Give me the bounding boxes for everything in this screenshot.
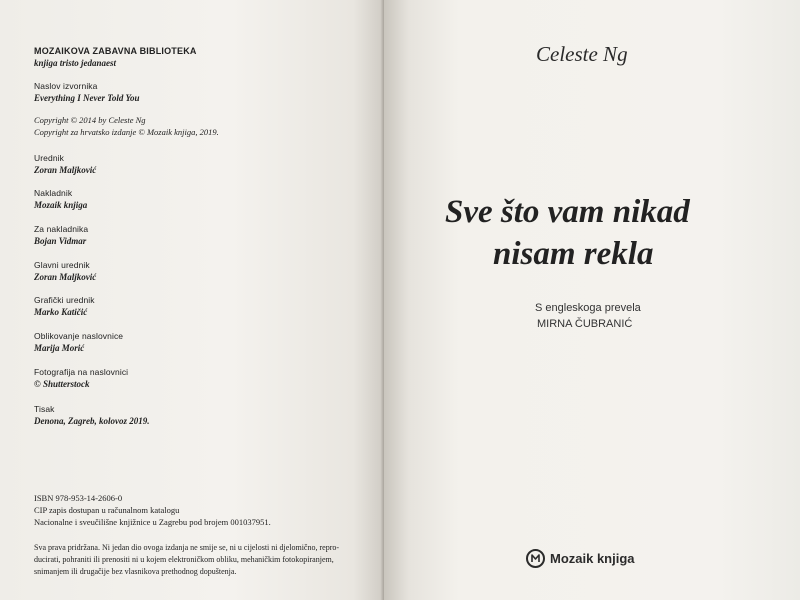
credit-value: Zoran Maljković (34, 165, 97, 175)
credit-label: Nakladnik (34, 188, 73, 198)
rights-line: snimanjem ili drugačije bez vlasnikova prethodnog dopuštenja. (34, 567, 237, 576)
mozaik-logo-icon (526, 549, 545, 568)
credit-label: Glavni urednik (34, 260, 90, 270)
credit-value: Mozaik knjiga (34, 200, 88, 210)
copyright-block (34, 114, 219, 138)
translator-credit (535, 300, 641, 332)
rights-line: ducirati, pohraniti ili prenositi ni u kojem elektroničkom obliku, mehaničkim fotokopiranjem, (34, 555, 334, 564)
credit-block (34, 152, 96, 176)
credit-value: Zoran Maljković (34, 272, 97, 282)
credit-label: Za nakladnika (34, 224, 89, 234)
cip-line: Nacionalne i sveučilišne knjižnice u Zagrebu pod brojem 001037951. (34, 517, 271, 527)
credit-label: Fotografija na naslovnici (34, 367, 129, 377)
credit-label: Grafički urednik (34, 295, 95, 305)
credit-block (34, 403, 150, 427)
credit-label: Urednik (34, 153, 64, 163)
rights-line: Sva prava pridržana. Ni jedan dio ovoga izdanja ne smije se, ni u cijelosti ni djelomično, repro- (34, 543, 340, 552)
rights-block (34, 542, 364, 578)
credit-block (34, 187, 87, 211)
original-title-block (34, 80, 140, 104)
credit-label: Oblikovanje naslovnice (34, 331, 124, 341)
credit-value: Denona, Zagreb, kolovoz 2019. (34, 416, 150, 426)
original-title-label: Naslov izvornika (34, 81, 98, 91)
credit-value: © Shutterstock (34, 379, 90, 389)
credit-block (34, 330, 123, 354)
credit-block (34, 366, 128, 390)
credit-value: Marko Katičić (34, 307, 88, 317)
copyright-page (0, 0, 384, 600)
author-name: Celeste Ng (536, 42, 628, 66)
credit-value: Marija Morić (34, 343, 85, 353)
original-title-value: Everything I Never Told You (34, 93, 140, 103)
mozaik-logo-glyph (530, 553, 541, 564)
translator-line: S engleskoga prevela (535, 302, 641, 314)
isbn-block (34, 492, 271, 528)
cip-line: CIP zapis dostupan u računalnom katalogu (34, 505, 180, 515)
credit-block (34, 223, 88, 247)
credit-block (34, 294, 95, 318)
isbn: ISBN 978-953-14-2606-0 (34, 493, 123, 503)
series-block (34, 45, 197, 69)
translator-name: MIRNA ČUBRANIĆ (537, 318, 633, 330)
series-name: MOZAIKOVA ZABAVNA BIBLIOTEKA (34, 46, 197, 56)
publisher-name: Mozaik knjiga (550, 551, 635, 566)
book-title-line: Sve što vam nikad (445, 194, 690, 230)
publisher-mark (526, 549, 635, 568)
credit-value: Bojan Vidmar (34, 236, 87, 246)
credit-block (34, 259, 96, 283)
series-volume: knjiga tristo jedanaest (34, 58, 117, 68)
copyright-line: Copyright za hrvatsko izdanje © Mozaik knjiga, 2019. (34, 127, 219, 137)
credit-label: Tisak (34, 404, 55, 414)
book-title-line: nisam rekla (493, 236, 654, 272)
copyright-line: Copyright © 2014 by Celeste Ng (34, 115, 146, 125)
